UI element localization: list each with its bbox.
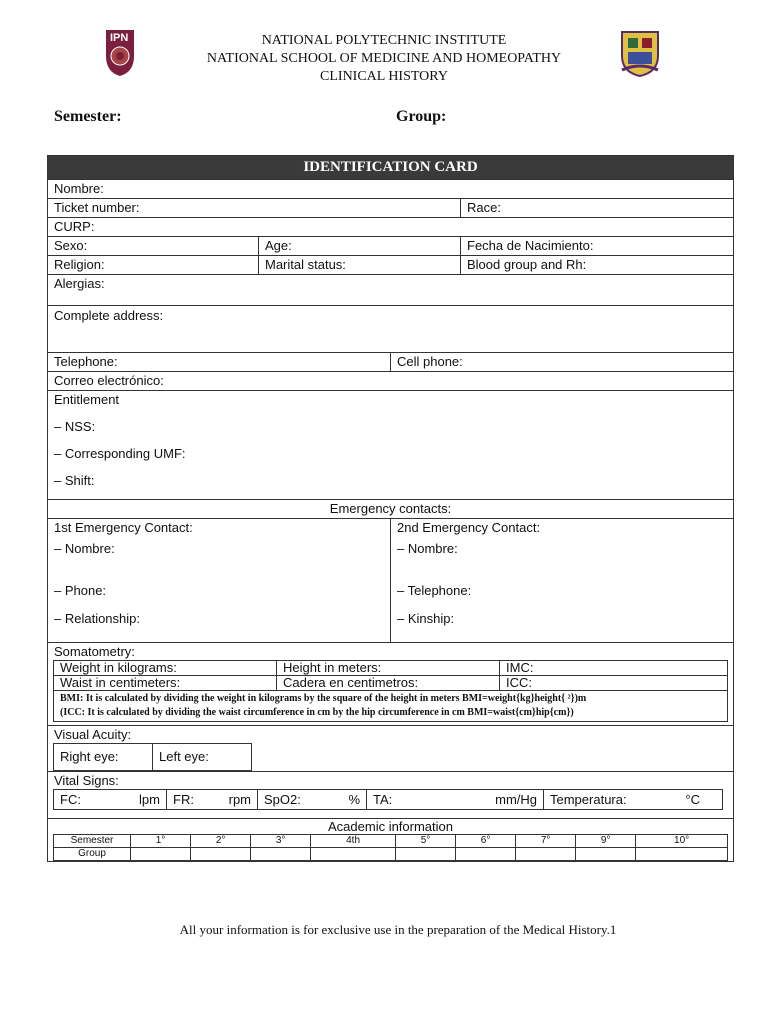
acad-group-cell-3[interactable]: [251, 848, 311, 861]
visual-label: Visual Acuity:: [54, 727, 132, 742]
imc-field[interactable]: IMC:: [500, 661, 728, 676]
height-field[interactable]: Height in meters:: [277, 661, 500, 676]
vital-label: Vital Signs:: [54, 773, 119, 788]
acad-group-label: Group: [54, 848, 131, 861]
sexo-field[interactable]: Sexo:: [54, 238, 88, 253]
somatometry-label: Somatometry:: [54, 644, 135, 659]
acad-group-cell-1[interactable]: [131, 848, 191, 861]
acad-semester-6: 6°: [456, 835, 516, 848]
cellphone-field[interactable]: Cell phone:: [390, 353, 733, 371]
acad-semester-2: 2°: [191, 835, 251, 848]
marital-field[interactable]: Marital status:: [258, 256, 460, 274]
ec1-title: 1st Emergency Contact:: [54, 520, 193, 535]
birthdate-field[interactable]: Fecha de Nacimiento:: [460, 237, 733, 255]
vital-signs-section: [48, 772, 733, 818]
acad-semester-1: 1°: [131, 835, 191, 848]
email-field[interactable]: Correo electrónico:: [54, 373, 164, 388]
ec1-nombre-field[interactable]: – Nombre:: [54, 541, 115, 556]
icc-field[interactable]: ICC:: [500, 676, 728, 691]
waist-field[interactable]: Waist in centimeters:: [54, 676, 277, 691]
acad-group-cell-4[interactable]: [311, 848, 396, 861]
acad-semester-9: 10°: [636, 835, 728, 848]
ec1-relationship-field[interactable]: – Relationship:: [54, 611, 140, 626]
left-eye-field[interactable]: Left eye:: [153, 744, 252, 771]
somatometry-table: [53, 660, 728, 722]
logo-text: IPN: [110, 32, 129, 44]
group-label: Group:: [396, 108, 447, 125]
spo2-field[interactable]: SpO2: %: [258, 790, 367, 810]
document-title: CLINICAL HISTORY: [320, 69, 448, 84]
acad-group-cell-9[interactable]: [636, 848, 728, 861]
somatometry-section: [48, 643, 733, 725]
nombre-field[interactable]: Nombre:: [54, 181, 104, 196]
ec2-nombre-field[interactable]: – Nombre:: [397, 541, 458, 556]
acad-semester-4: 4th: [311, 835, 396, 848]
icc-note: (ICC: It is calculated by dividing the waist circumference in cm by the hip circumference in cm BMI=waist{cm}hip{cm}): [60, 707, 574, 718]
alergias-field[interactable]: Alergias:: [54, 276, 105, 291]
cadera-field[interactable]: Cadera en centimetros:: [277, 676, 500, 691]
weight-field[interactable]: Weight in kilograms:: [54, 661, 277, 676]
form-title: IDENTIFICATION CARD: [48, 156, 733, 179]
acad-group-cell-6[interactable]: [456, 848, 516, 861]
ec1-phone-field[interactable]: – Phone:: [54, 583, 107, 598]
emergency-contact-1: [48, 519, 390, 642]
visual-acuity-section: [48, 726, 733, 771]
ec2-title: 2nd Emergency Contact:: [397, 520, 541, 535]
race-field[interactable]: Race:: [460, 199, 733, 217]
emergency-title: Emergency contacts:: [329, 501, 452, 516]
academic-section: [48, 819, 733, 861]
curp-field[interactable]: CURP:: [54, 219, 95, 234]
acad-group-cell-8[interactable]: [576, 848, 636, 861]
shift-field[interactable]: – Shift:: [54, 473, 95, 488]
school-name: NATIONAL SCHOOL OF MEDICINE AND HOMEOPATHY: [206, 51, 562, 66]
ec2-phone-field[interactable]: – Telephone:: [397, 583, 472, 598]
ec2-kinship-field[interactable]: – Kinship:: [397, 611, 455, 626]
right-eye-field[interactable]: Right eye:: [54, 744, 153, 771]
religion-field[interactable]: Religion:: [54, 257, 105, 272]
fr-field[interactable]: FR: rpm: [167, 790, 258, 810]
document-header: [0, 32, 768, 86]
academic-table: [53, 834, 728, 861]
telephone-field[interactable]: Telephone:: [54, 354, 118, 369]
emergency-contact-2: [390, 519, 733, 642]
institute-name: NATIONAL POLYTECHNIC INSTITUTE: [261, 33, 507, 48]
address-field[interactable]: Complete address:: [54, 308, 164, 323]
blood-field[interactable]: Blood group and Rh:: [460, 256, 733, 274]
entitlement-label: Entitlement: [54, 392, 120, 407]
semester-label: Semester:: [54, 108, 122, 125]
acad-group-cell-5[interactable]: [395, 848, 455, 861]
bmi-note: BMI: It is calculated by dividing the weight in kilograms by the square of the height in meters BMI=weight{kg}height{ ²})m: [60, 693, 587, 704]
temperature-field[interactable]: Temperatura: °C: [544, 790, 723, 810]
ticket-field[interactable]: Ticket number:: [54, 200, 140, 215]
umf-field[interactable]: – Corresponding UMF:: [54, 446, 186, 461]
acad-semester-5: 5°: [395, 835, 455, 848]
age-field[interactable]: Age:: [258, 237, 460, 255]
acad-semester-8: 9°: [576, 835, 636, 848]
vital-table: [53, 789, 723, 810]
ta-field[interactable]: TA: mm/Hg: [367, 790, 544, 810]
identification-form: [47, 155, 734, 862]
acad-semester-3: 3°: [251, 835, 311, 848]
acad-semester-7: 7°: [516, 835, 576, 848]
acad-group-cell-7[interactable]: [516, 848, 576, 861]
footer-note: All your information is for exclusive use in the preparation of the Medical History.1: [179, 922, 617, 937]
fc-field[interactable]: FC: lpm: [54, 790, 167, 810]
nss-field[interactable]: – NSS:: [54, 419, 96, 434]
acad-group-cell-2[interactable]: [191, 848, 251, 861]
visual-table: [53, 743, 252, 771]
acad-semester-label: Semester: [54, 835, 131, 848]
entitlement-section: [48, 391, 733, 499]
academic-title: Academic information: [328, 819, 453, 834]
